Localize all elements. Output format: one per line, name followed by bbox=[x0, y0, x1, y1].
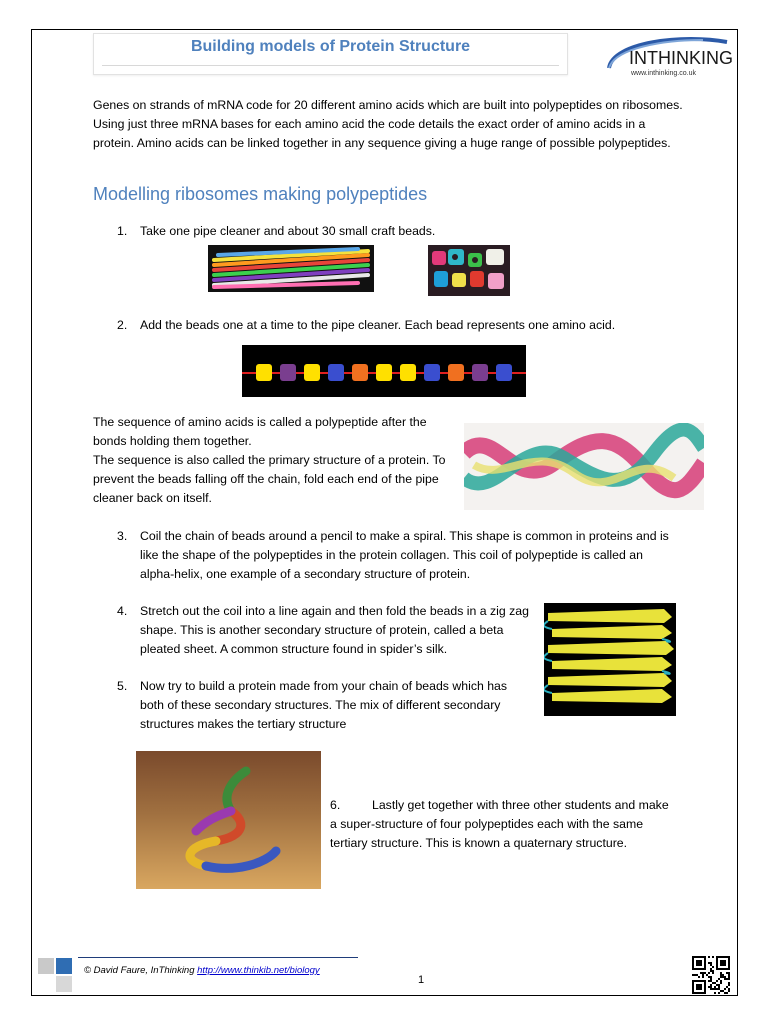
page-number: 1 bbox=[418, 974, 425, 986]
bead bbox=[448, 364, 464, 381]
step-6-text: Lastly get together with three other students and make a super-structure of four polypeptides each with the same tertiary structure. This is known a quaternary structure. bbox=[330, 798, 669, 850]
step-4-number: 4. bbox=[117, 604, 128, 618]
logo-wordmark: INTHINKING bbox=[629, 48, 734, 68]
bead bbox=[328, 364, 344, 381]
primary-structure-paragraph: The sequence of amino acids is called a polypeptide after the bonds holding them together. The sequence is also called the primary structure of a protein. To prevent the beads falling off the chain, fold each end of the pipe cleaner back on itself. bbox=[93, 415, 446, 505]
footer-credit-text: © David Faure, InThinking bbox=[84, 965, 198, 976]
qr-code-icon bbox=[692, 956, 730, 994]
footer-link[interactable]: http://www.thinkib.net/biology bbox=[197, 965, 320, 976]
bead-chain-image bbox=[242, 345, 526, 397]
footer-square bbox=[56, 976, 72, 992]
bead bbox=[376, 364, 392, 381]
twisted-bead-chain-image bbox=[464, 423, 704, 510]
intro-paragraph: Genes on strands of mRNA code for 20 different amino acids which are built into polypeptides on ribosomes. Using just three mRNA bases for each amino acid the code details the exact order of amino acids in a protein. Amino acids can be linked together in any sequence giving a huge range of possible polypeptides. bbox=[93, 98, 683, 150]
tertiary-structure-photo bbox=[136, 751, 321, 889]
footer-rule bbox=[78, 957, 358, 958]
footer-square bbox=[56, 958, 72, 974]
step-3-number: 3. bbox=[117, 529, 128, 543]
inthinking-logo bbox=[603, 34, 734, 82]
footer-square bbox=[38, 958, 54, 974]
step-3-text: Coil the chain of beads around a pencil to make a spiral. This shape is common in proteins and is like the shape of the polypeptides in the protein collagen. This coil of polypeptide is called an alpha-helix, one example of a secondary structure of protein. bbox=[140, 529, 669, 581]
step-4-text: Stretch out the coil into a line again and then fold the beads in a zig zag shape. This is another secondary structure of protein, called a beta pleated sheet. A common structure found in spider’s silk. bbox=[140, 604, 529, 656]
title-box bbox=[93, 33, 568, 75]
title-rule bbox=[102, 65, 559, 66]
bead bbox=[472, 364, 488, 381]
section-heading: Modelling ribosomes making polypeptides bbox=[93, 184, 428, 204]
step-6-number: 6. bbox=[330, 798, 341, 812]
bead bbox=[424, 364, 440, 381]
footer-credit bbox=[84, 965, 320, 976]
step-1-number: 1. bbox=[117, 224, 128, 238]
step-1-text: Take one pipe cleaner and about 30 small craft beads. bbox=[140, 224, 436, 238]
step-2-number: 2. bbox=[117, 318, 128, 332]
page-title: Building models of Protein Structure bbox=[190, 38, 471, 55]
bead bbox=[280, 364, 296, 381]
bead bbox=[352, 364, 368, 381]
craft-beads-image bbox=[428, 245, 510, 296]
step-5-text: Now try to build a protein made from your chain of beads which has both of these secondary structures. The mix of different secondary structures makes the tertiary structure bbox=[140, 679, 508, 731]
bead bbox=[496, 364, 512, 381]
bead bbox=[400, 364, 416, 381]
bead bbox=[304, 364, 320, 381]
step-5-number: 5. bbox=[117, 679, 128, 693]
pipe-cleaners-image bbox=[208, 245, 374, 292]
logo-url: www.inthinking.co.uk bbox=[631, 70, 696, 77]
bead bbox=[256, 364, 272, 381]
beta-sheet-image bbox=[544, 603, 676, 716]
step-2-text: Add the beads one at a time to the pipe cleaner. Each bead represents one amino acid. bbox=[140, 318, 616, 332]
